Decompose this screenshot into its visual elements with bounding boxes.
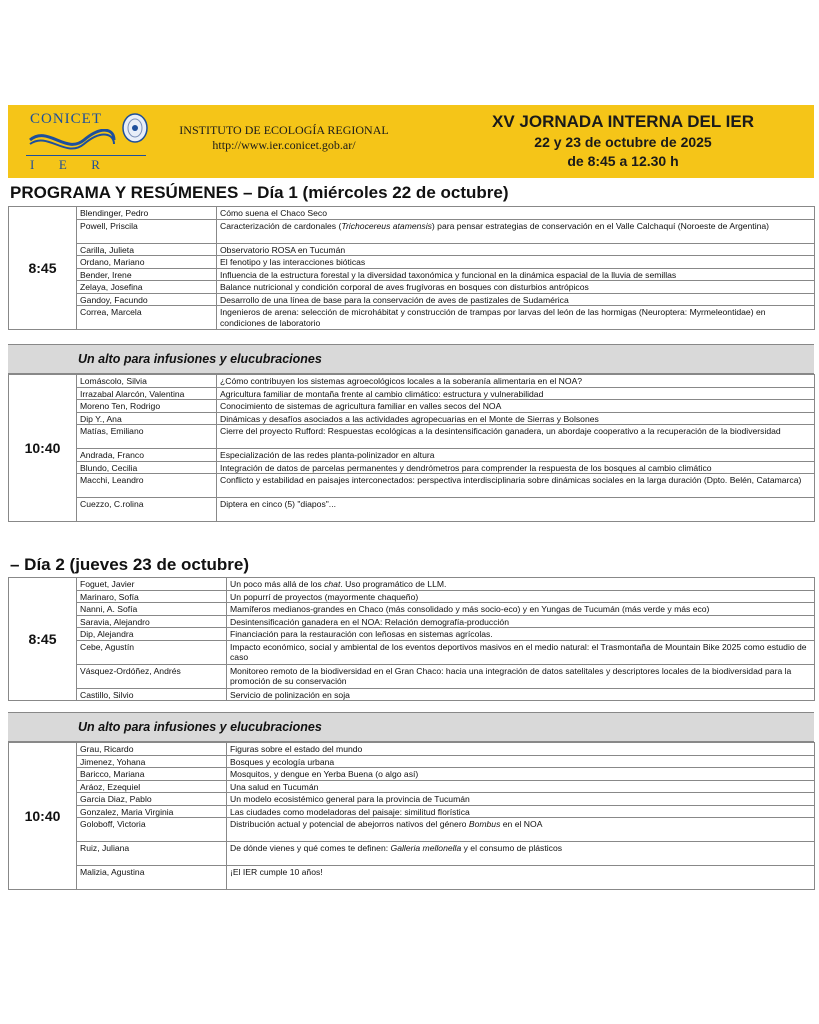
table-row [9, 281, 815, 294]
table-row [9, 400, 815, 413]
table-row [9, 590, 815, 603]
speaker-name: Marinaro, Sofía [77, 590, 227, 603]
talk-title: Balance nutricional y condición corporal de aves frugívoras en bosques con disturbios antrópicos [217, 281, 815, 294]
speaker-name: Dip, Alejandra [77, 628, 227, 641]
table-row [9, 780, 815, 793]
day2-session2-table [8, 742, 815, 890]
table-row [9, 664, 815, 688]
break-label: Un alto para infusiones y elucubraciones [78, 720, 322, 734]
speaker-name: Cuezzo, C.rolina [77, 498, 217, 522]
talk-title: Conocimiento de sistemas de agricultura familiar en valles secos del NOA [217, 400, 815, 413]
event-title: XV JORNADA INTERNA DEL IER [492, 112, 754, 131]
header-banner [8, 105, 814, 178]
speaker-name: Vásquez-Ordóñez, Andrés [77, 664, 227, 688]
institute-block [164, 123, 404, 153]
table-row [9, 842, 815, 866]
speaker-name: Nanni, A. Sofía [77, 603, 227, 616]
day1-break [8, 344, 814, 374]
logo-divider [26, 155, 146, 156]
table-row [9, 219, 815, 243]
institute-url[interactable]: http://www.ier.conicet.gob.ar/ [212, 138, 356, 152]
speaker-name: Macchi, Leandro [77, 474, 217, 498]
speaker-name: Foguet, Javier [77, 578, 227, 591]
table-row [9, 578, 815, 591]
table-row [9, 293, 815, 306]
day1-session1-table [8, 206, 815, 330]
talk-title: Mosquitos, y dengue en Yerba Buena (o algo así) [227, 768, 815, 781]
talk-title: Ingenieros de arena: selección de microhábitat y construcción de trampas por larvas del león de las hormigas (Neuroptera: Myrmeleontidae) en condiciones de laboratorio [217, 306, 815, 330]
logo-text-top: CONICET [30, 111, 102, 127]
seal-icon [122, 113, 148, 143]
table-row [9, 461, 815, 474]
talk-title: Especialización de las redes planta-polinizador en altura [217, 449, 815, 462]
talk-title: Diptera en cinco (5) "diapos"... [217, 498, 815, 522]
table-row [9, 207, 815, 220]
speaker-name: Blendinger, Pedro [77, 207, 217, 220]
table-row [9, 743, 815, 756]
talk-title: Caracterización de cardonales (Trichocereus atamensis) para pensar estrategias de conservación en el Valle Calchaquí (Noroeste de Argentina) [217, 219, 815, 243]
table-row [9, 449, 815, 462]
table-row [9, 498, 815, 522]
break-label: Un alto para infusiones y elucubraciones [78, 352, 322, 366]
table-row [9, 425, 815, 449]
speaker-name: Cebe, Agustín [77, 640, 227, 664]
talk-title: Mamíferos medianos-grandes en Chaco (más consolidado y más socio-eco) y en Yungas de Tucumán (más verde y más eco) [227, 603, 815, 616]
table-row [9, 256, 815, 269]
talk-title: ¡El IER cumple 10 años! [227, 866, 815, 890]
table-row [9, 603, 815, 616]
day1-title: PROGRAMA Y RESÚMENES – Día 1 (miércoles 22 de octubre) [10, 183, 509, 202]
table-row [9, 268, 815, 281]
day2-session1-table [8, 577, 815, 701]
talk-title: Un poco más allá de los chat. Uso programático de LLM. [227, 578, 815, 591]
speaker-name: Gonzalez, Maria Virginia [77, 805, 227, 818]
table-row [9, 755, 815, 768]
talk-title: Impacto económico, social y ambiental de los eventos deportivos masivos en el medio natural: el Trasmontaña de Mountain Bike 2025 como estudio de caso [227, 640, 815, 664]
table-row [9, 793, 815, 806]
conicet-ier-logo [22, 109, 150, 173]
speaker-name: Powell, Priscila [77, 219, 217, 243]
talk-title: De dónde vienes y qué comes te definen: Galleria mellonella y el consumo de plásticos [227, 842, 815, 866]
table-row [9, 306, 815, 330]
talk-title: El fenotipo y las interacciones bióticas [217, 256, 815, 269]
talk-title: Monitoreo remoto de la biodiversidad en el Gran Chaco: hacia una integración de datos satelitales y descriptores locales de la biodiversidad para la promoción de su conservación [227, 664, 815, 688]
table-row [9, 243, 815, 256]
day1-session2-table [8, 374, 815, 522]
speaker-name: Matías, Emiliano [77, 425, 217, 449]
day2-break [8, 712, 814, 742]
speaker-name: Correa, Marcela [77, 306, 217, 330]
speaker-name: Garcia Diaz, Pablo [77, 793, 227, 806]
speaker-name: Ruiz, Juliana [77, 842, 227, 866]
talk-title: Un popurrí de proyectos (mayormente chaqueño) [227, 590, 815, 603]
talk-title: Influencia de la estructura forestal y la diversidad taxonómica y funcional en la dinámica espacial de la lluvia de semillas [217, 268, 815, 281]
day2-title: – Día 2 (jueves 23 de octubre) [10, 555, 250, 574]
talk-title: Una salud en Tucumán [227, 780, 815, 793]
talk-title: Cierre del proyecto Rufford: Respuestas ecológicas a la desintensificación ganadera, un abordaje cooperativo a la recuperación de la biodiversidad [217, 425, 815, 449]
talk-title: Dinámicas y desafíos asociados a las actividades agropecuarias en el Monte de Sierras y Bolsones [217, 412, 815, 425]
talk-title: ¿Cómo contribuyen los sistemas agroecológicos locales a la soberanía alimentaria en el NOA? [217, 375, 815, 388]
talk-title: Figuras sobre el estado del mundo [227, 743, 815, 756]
table-row [9, 375, 815, 388]
table-row [9, 818, 815, 842]
table-row [9, 615, 815, 628]
speaker-name: Andrada, Franco [77, 449, 217, 462]
event-info [463, 111, 783, 171]
table-row [9, 412, 815, 425]
talk-title: Desintensificación ganadera en el NOA: Relación demografía-producción [227, 615, 815, 628]
talk-title: Financiación para la restauración con leñosas en sistemas agrícolas. [227, 628, 815, 641]
speaker-name: Malizia, Agustina [77, 866, 227, 890]
table-row [9, 805, 815, 818]
speaker-name: Aráoz, Ezequiel [77, 780, 227, 793]
table-row [9, 628, 815, 641]
speaker-name: Lomáscolo, Silvia [77, 375, 217, 388]
table-row [9, 688, 815, 701]
table-row [9, 474, 815, 498]
talk-title: Un modelo ecosistémico general para la provincia de Tucumán [227, 793, 815, 806]
talk-title: Agricultura familiar de montaña frente al cambio climático: estructura y vulnerabilidad [217, 387, 815, 400]
institute-name: INSTITUTO DE ECOLOGÍA REGIONAL [179, 123, 389, 137]
talk-title: Las ciudades como modeladoras del paisaje: similitud florística [227, 805, 815, 818]
table-row [9, 387, 815, 400]
speaker-name: Dip Y., Ana [77, 412, 217, 425]
session-time: 8:45 [9, 578, 77, 701]
event-dates: 22 y 23 de octubre de 2025 [534, 134, 712, 150]
talk-title: Integración de datos de parcelas permanentes y dendrómetros para comprender la respuesta de los bosques al cambio climático [217, 461, 815, 474]
speaker-name: Carilla, Julieta [77, 243, 217, 256]
table-row [9, 866, 815, 890]
table-row [9, 640, 815, 664]
session-time: 10:40 [9, 375, 77, 522]
session-time: 8:45 [9, 207, 77, 330]
logo-text-bottom: I E R [30, 157, 106, 172]
speaker-name: Blundo, Cecilia [77, 461, 217, 474]
speaker-name: Irrazabal Alarcón, Valentina [77, 387, 217, 400]
talk-title: Observatorio ROSA en Tucumán [217, 243, 815, 256]
table-row [9, 768, 815, 781]
speaker-name: Grau, Ricardo [77, 743, 227, 756]
speaker-name: Moreno Ten, Rodrigo [77, 400, 217, 413]
talk-title: Conflicto y estabilidad en paisajes interconectados: perspectiva interdisciplinaria sobre dinámicas sociales en la larga duración (Dpto. Belén, Catamarca) [217, 474, 815, 498]
event-hours: de 8:45 a 12.30 h [567, 153, 679, 169]
speaker-name: Ordano, Mariano [77, 256, 217, 269]
speaker-name: Baricco, Mariana [77, 768, 227, 781]
talk-title: Distribución actual y potencial de abejorros nativos del género Bombus en el NOA [227, 818, 815, 842]
speaker-name: Jimenez, Yohana [77, 755, 227, 768]
speaker-name: Zelaya, Josefina [77, 281, 217, 294]
talk-title: Bosques y ecología urbana [227, 755, 815, 768]
session-time: 10:40 [9, 743, 77, 890]
speaker-name: Castillo, Silvio [77, 688, 227, 701]
speaker-name: Goloboff, Victoria [77, 818, 227, 842]
speaker-name: Saravia, Alejandro [77, 615, 227, 628]
talk-title: Servicio de polinización en soja [227, 688, 815, 701]
talk-title: Cómo suena el Chaco Seco [217, 207, 815, 220]
talk-title: Desarrollo de una línea de base para la conservación de aves de pastizales de Sudamérica [217, 293, 815, 306]
speaker-name: Bender, Irene [77, 268, 217, 281]
speaker-name: Gandoy, Facundo [77, 293, 217, 306]
logo-wave-icon [28, 129, 116, 151]
